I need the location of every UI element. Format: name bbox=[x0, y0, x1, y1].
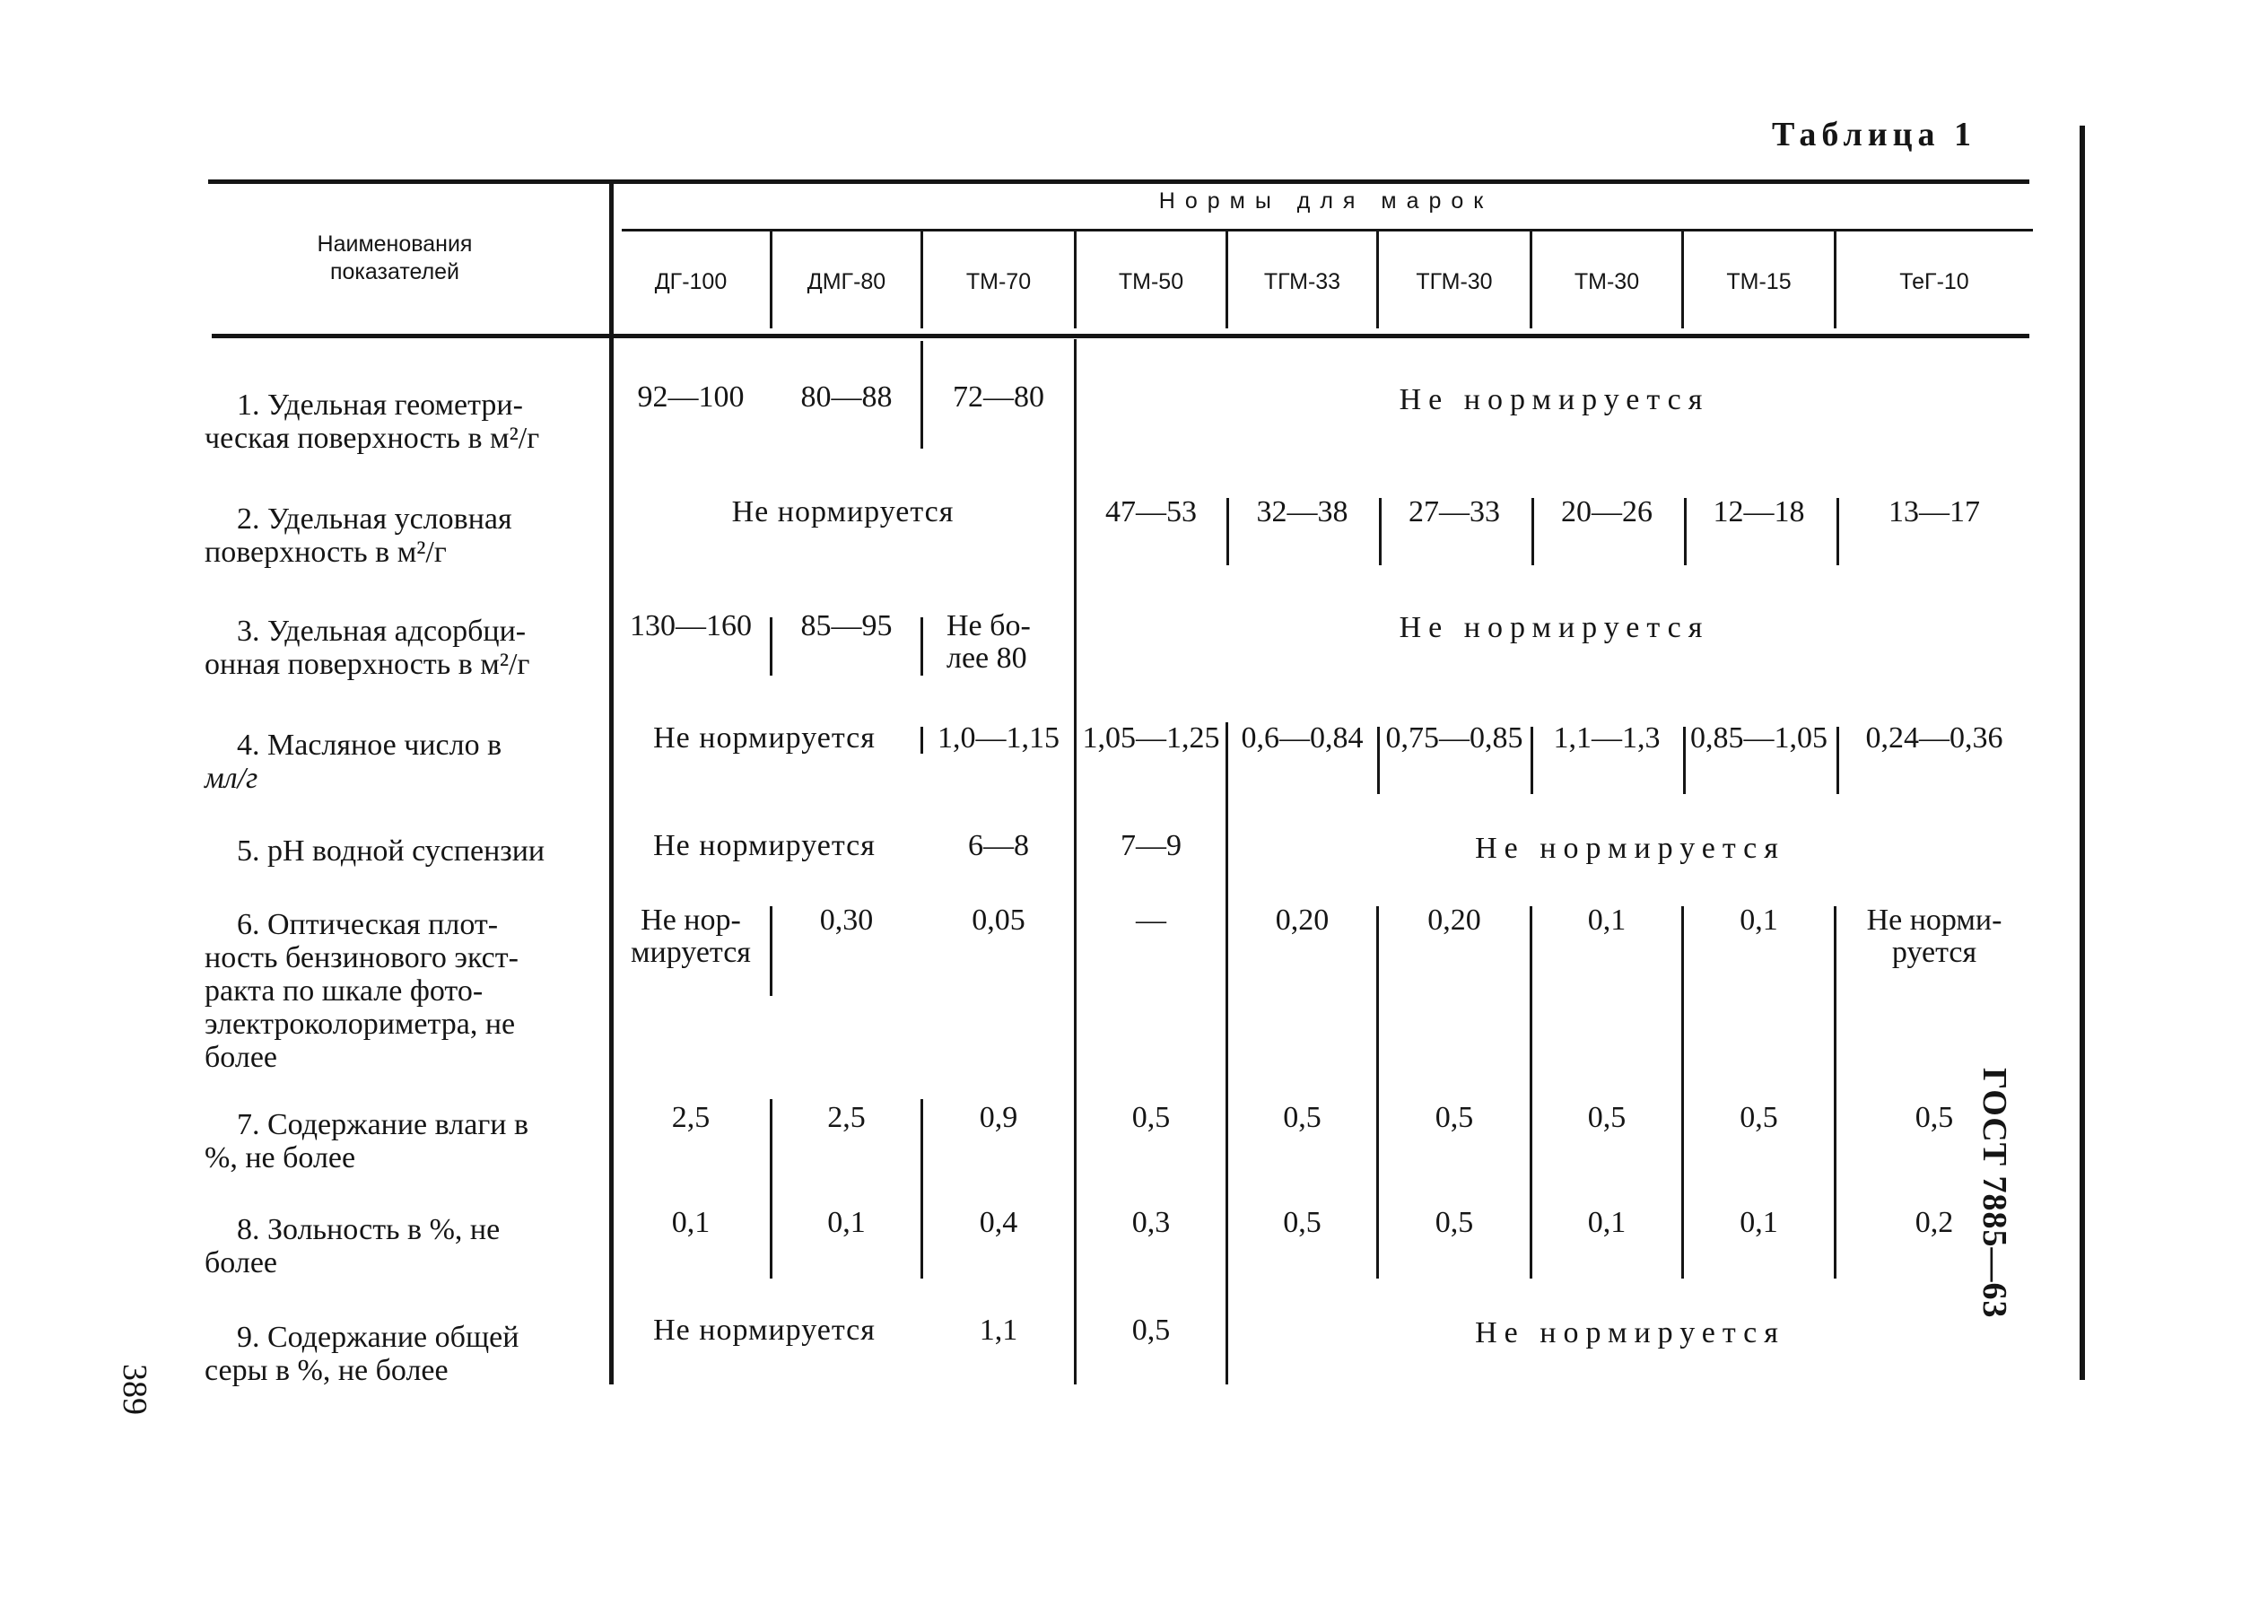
table-cell: 1,0—1,15 bbox=[938, 721, 1060, 755]
table-cell: — bbox=[1136, 904, 1166, 937]
table-cell: 20—26 bbox=[1561, 495, 1653, 528]
table-cell: 0,5 bbox=[1131, 1314, 1171, 1347]
norms-under-rule bbox=[622, 229, 2033, 231]
table-cell: 0,5 bbox=[1915, 1101, 1954, 1134]
page-number: 389 bbox=[116, 1364, 153, 1415]
span-cell: Не нормируется bbox=[653, 1314, 876, 1347]
table-cell: 0,9 bbox=[979, 1101, 1018, 1134]
table-cell: 130—160 bbox=[630, 609, 752, 642]
table-cell: 2,5 bbox=[827, 1101, 866, 1134]
table-cell: 0,1 bbox=[671, 1206, 711, 1239]
table-cell: 6—8 bbox=[968, 829, 1029, 862]
table-cell: 32—38 bbox=[1256, 495, 1348, 528]
right-border-line bbox=[2080, 126, 2085, 1380]
table-cell: 0,2 bbox=[1915, 1206, 1954, 1239]
grade-header: ТГМ-30 bbox=[1416, 269, 1493, 294]
span-cell: Не нормируется bbox=[731, 495, 955, 528]
span-cell: Не нормируется bbox=[653, 829, 876, 862]
span-cell: Не нормируется bbox=[653, 721, 876, 755]
table-cell: 2,5 bbox=[671, 1101, 711, 1134]
table-cell: 92—100 bbox=[637, 380, 745, 414]
row-label: 7. Содержание влаги в %, не более bbox=[205, 1108, 529, 1174]
row-label: 9. Содержание общей серы в %, не более bbox=[205, 1321, 519, 1387]
table-cell: 0,5 bbox=[1131, 1101, 1171, 1134]
header-bottom-rule bbox=[212, 334, 2029, 338]
table-cell: 0,5 bbox=[1283, 1206, 1322, 1239]
table-cell: 47—53 bbox=[1105, 495, 1197, 528]
table-cell: 0,20 bbox=[1275, 904, 1330, 937]
grade-header: ТМ-50 bbox=[1118, 269, 1184, 294]
grade-header: ТГМ-33 bbox=[1263, 269, 1341, 294]
norms-title: Нормы для марок bbox=[1158, 188, 1494, 214]
table-cell: Не нор- мируется bbox=[631, 904, 751, 969]
grade-header: ТМ-30 bbox=[1574, 269, 1640, 294]
grade-header: ТМ-70 bbox=[965, 269, 1032, 294]
table-cell: 0,5 bbox=[1283, 1101, 1322, 1134]
table-cell: 0,1 bbox=[1587, 904, 1627, 937]
table-cell: 0,5 bbox=[1587, 1101, 1627, 1134]
table-cell: 0,3 bbox=[1131, 1206, 1171, 1239]
row-label: 6. Оптическая плот- ность бензинового экст- ракта по шкале фото- электроколориметра, не более bbox=[205, 908, 519, 1074]
table-cell: 0,05 bbox=[972, 904, 1025, 937]
table-cell: 13—17 bbox=[1889, 495, 1980, 528]
table-title: Таблица 1 bbox=[1772, 116, 1977, 153]
table-cell: 0,5 bbox=[1435, 1101, 1474, 1134]
table-cell: 0,5 bbox=[1740, 1101, 1778, 1134]
table-cell: 0,24—0,36 bbox=[1865, 721, 2003, 755]
row-label: 1. Удельная геометри- ческая поверхность в м²/г bbox=[205, 389, 540, 455]
table-cell: 1,1—1,3 bbox=[1553, 721, 1661, 755]
table-cell: 0,75—0,85 bbox=[1385, 721, 1523, 755]
row-label: 3. Удельная адсорбци- онная поверхность в м²/г bbox=[205, 615, 530, 681]
row-label: 4. Масляное число в мл/г bbox=[205, 729, 502, 795]
table-cell: 85—95 bbox=[800, 609, 893, 642]
name-column-divider bbox=[609, 184, 614, 1384]
table-cell: 1,1 bbox=[979, 1314, 1018, 1347]
grade-header: ДГ-100 bbox=[654, 269, 728, 294]
table-cell: 1,05—1,25 bbox=[1082, 721, 1220, 755]
table-cell: Не бо- лее 80 bbox=[946, 609, 1031, 675]
span-cell: Не нормируется bbox=[1399, 383, 1710, 416]
table-cell: 80—88 bbox=[800, 380, 893, 414]
table-cell: 0,5 bbox=[1435, 1206, 1474, 1239]
table-cell: 0,1 bbox=[1587, 1206, 1627, 1239]
table-cell: 0,6—0,84 bbox=[1241, 721, 1364, 755]
row-label: 8. Зольность в %, не более bbox=[205, 1213, 501, 1279]
row-label: 5. pH водной суспензии bbox=[237, 834, 545, 868]
row-divider bbox=[920, 617, 923, 676]
grade-header: ТМ-15 bbox=[1726, 269, 1792, 294]
table-cell: 0,4 bbox=[979, 1206, 1018, 1239]
span-cell: Не нормируется bbox=[1475, 1316, 1785, 1349]
table-cell: 0,20 bbox=[1427, 904, 1481, 937]
grade-header: ДМГ-80 bbox=[807, 269, 886, 294]
table-cell: 7—9 bbox=[1121, 829, 1182, 862]
table-cell: 0,1 bbox=[827, 1206, 866, 1239]
table-cell: 0,1 bbox=[1740, 904, 1778, 937]
row-label: 2. Удельная условная поверхность в м²/г bbox=[205, 502, 512, 569]
table-cell: 0,1 bbox=[1740, 1206, 1778, 1239]
span-cell: Не нормируется bbox=[1475, 832, 1785, 865]
name-column-header: Наименования показателей bbox=[317, 231, 473, 284]
grade-header: ТеГ-10 bbox=[1899, 269, 1969, 294]
span-cell: Не нормируется bbox=[1399, 611, 1710, 644]
table-cell: 72—80 bbox=[953, 380, 1044, 414]
top-rule bbox=[208, 179, 2029, 184]
body-divider bbox=[1226, 722, 1228, 1384]
table-cell: 0,30 bbox=[819, 904, 874, 937]
table-cell: Не норми- руется bbox=[1866, 904, 2002, 969]
gost-side-label: ГОСТ 7885—63 bbox=[1976, 1068, 2013, 1319]
table-cell: 27—33 bbox=[1409, 495, 1500, 528]
table-cell: 12—18 bbox=[1713, 495, 1805, 528]
table-cell: 0,85—1,05 bbox=[1690, 721, 1827, 755]
